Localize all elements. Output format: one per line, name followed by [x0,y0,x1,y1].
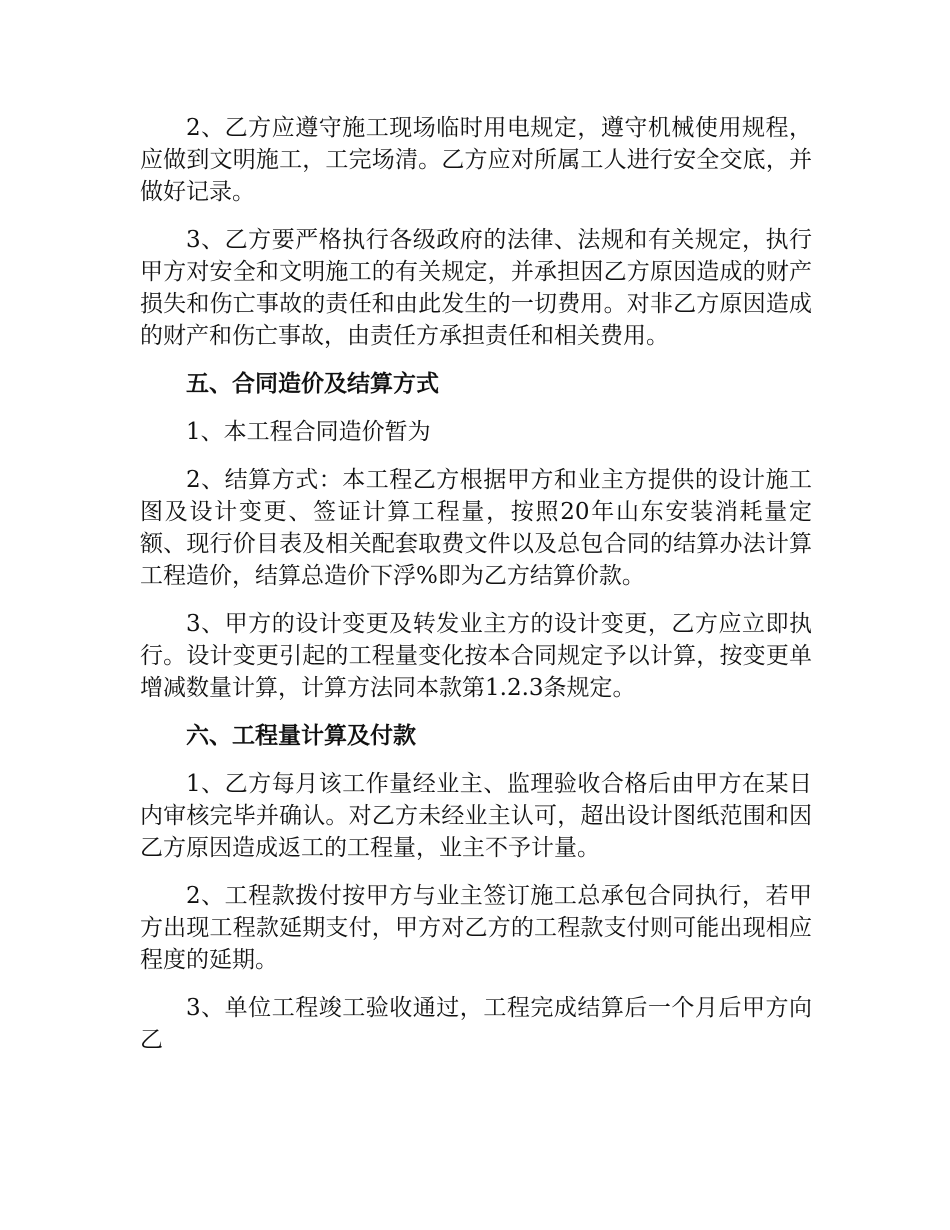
paragraph-contract-price: 1、本工程合同造价暂为 [186,419,431,445]
section-heading-quantity-payment: 六、工程量计算及付款 [186,723,416,749]
document-page [140,112,812,1072]
paragraph-final-settlement: 3、单位工程竣工验收通过，工程完成结算后一个月后甲方向乙 [140,995,812,1053]
paragraph-settlement-method: 2、结算方式：本工程乙方根据甲方和业主方提供的设计施工图及设计变更、签证计算工程量，按照20年山东安装消耗量定额、现行价目表及相关配套取费文件以及总包合同的结算办法计算工程造价，结算总造价下浮%即为乙方结算价款。 [140,467,812,589]
paragraph-safety-liability: 3、乙方要严格执行各级政府的法律、法规和有关规定，执行甲方对安全和文明施工的有关规定，并承担因乙方原因造成的财产损失和伤亡事故的责任和由此发生的一切费用。对非乙方原因造成的财产和伤亡事故，由责任方承担责任和相关费用。 [140,227,812,349]
paragraph-payment-terms: 2、工程款拨付按甲方与业主签订施工总承包合同执行，若甲方出现工程款延期支付，甲方对乙方的工程款支付则可能出现相应程度的延期。 [140,883,812,973]
section-heading-contract-price: 五、合同造价及结算方式 [186,371,439,397]
paragraph-monthly-quantity: 1、乙方每月该工作量经业主、监理验收合格后由甲方在某日内审核完毕并确认。对乙方未经业主认可，超出设计图纸范围和因乙方原因造成返工的工程量，业主不予计量。 [140,771,812,861]
paragraph-design-changes: 3、甲方的设计变更及转发业主方的设计变更，乙方应立即执行。设计变更引起的工程量变化按本合同规定予以计算，按变更单增减数量计算，计算方法同本款第1.2.3条规定。 [140,611,812,701]
paragraph-electricity-rules: 2、乙方应遵守施工现场临时用电规定，遵守机械使用规程，应做到文明施工，工完场清。乙方应对所属工人进行安全交底，并做好记录。 [140,115,812,205]
